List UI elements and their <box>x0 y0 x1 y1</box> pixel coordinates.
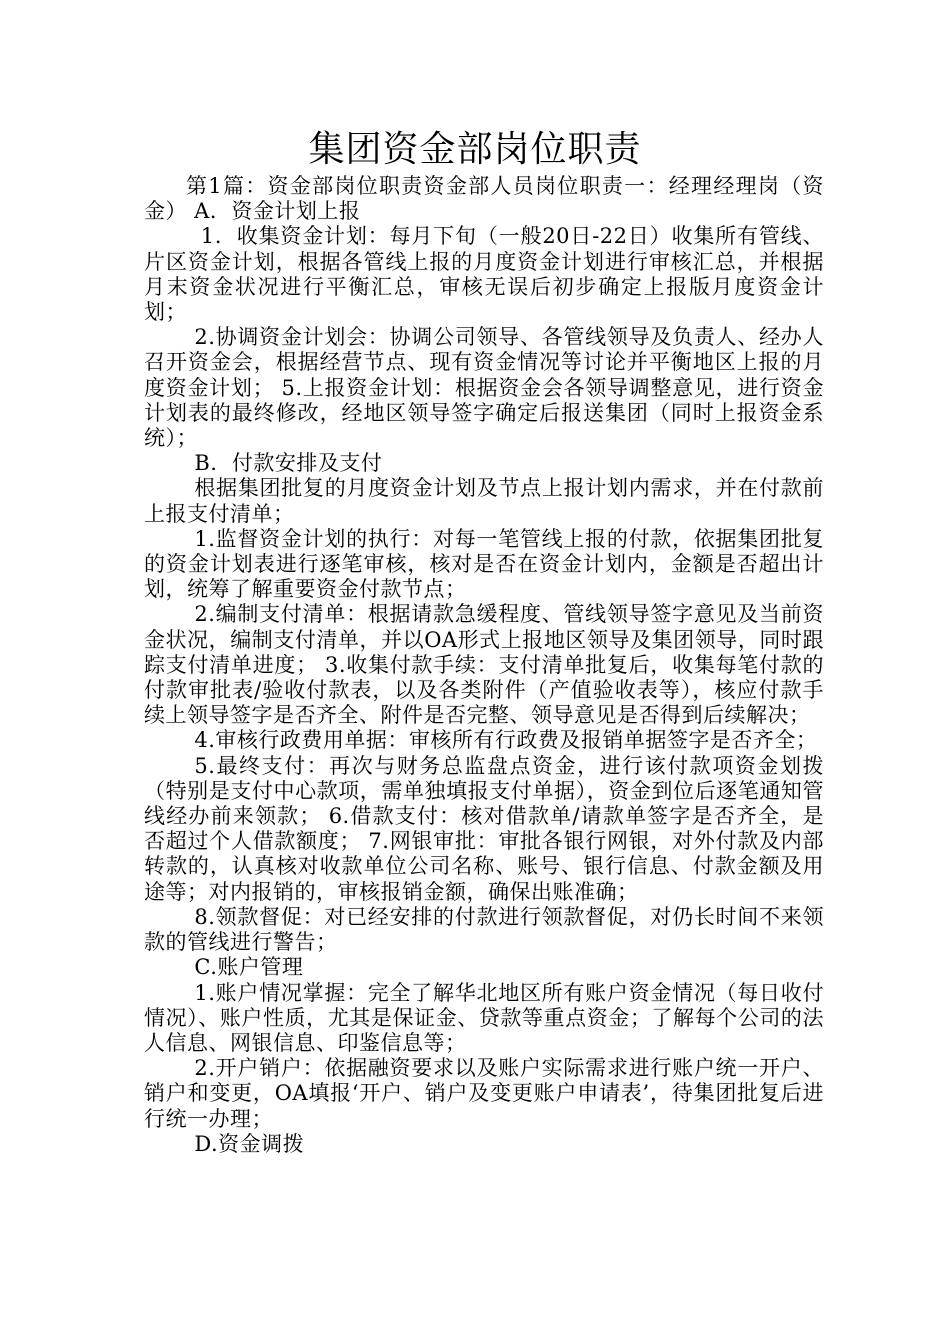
paragraph-b2: 2.编制支付清单：根据请款急缓程度、管线领导签字意见及当前资金状况，编制支付清单，并以OA形式上报地区领导及集团领导，同时跟踪支付清单进度； 3.收集付款手续：支付清单批复后，收集每笔付款的付款审批表/验收付款表，以及各类附件（产值验收表等），核应付款手续上领导签字是否齐全、附件是否完整、领导意见是否得到后续解决； <box>144 602 824 728</box>
paragraph-b5: 5.最终支付：再次与财务总监盘点资金，进行该付款项资金划拨（特别是支付中心款项，需单独填报支付单据），资金到位后逐笔通知管线经办前来领款； 6.借款支付：核对借款单/请款单签字是否齐全，是否超过个人借款额度； 7.网银审批：审批各银行网银，对外付款及内部转款的，认真核对收款单位公司名称、账号、银行信息、付款金额及用途等；对内报销的，审核报销金额，确保出账准确； <box>144 753 824 904</box>
paragraph-intro: 第1篇：资金部岗位职责资金部人员岗位职责一：经理经理岗（资金） A．资金计划上报 <box>144 174 824 224</box>
paragraph-a1: 1．收集资金计划：每月下旬（一般20日-22日）收集所有管线、片区资金计划，根据各管线上报的月度资金计划进行审核汇总，并根据月末资金状况进行平衡汇总，审核无误后初步确定上报版月度资金计划； <box>144 224 824 325</box>
document-body <box>144 174 824 1157</box>
document-title: 集团资金部岗位职责 <box>308 129 642 170</box>
paragraph-a2: 2.协调资金计划会：协调公司领导、各管线领导及负责人、经办人召开资金会，根据经营节点、现有资金情况等讨论并平衡地区上报的月度资金计划； 5.上报资金计划：根据资金会各领导调整意见，进行资金计划表的最终修改，经地区领导签字确定后报送集团（同时上报资金系统）； <box>144 325 824 451</box>
section-heading-c: C.账户管理 <box>194 955 304 980</box>
paragraph-b4: 4.审核行政费用单据：审核所有行政费及报销单据签字是否齐全； <box>194 728 818 753</box>
paragraph-b8: 8.领款督促：对已经安排的付款进行领款督促，对仍长时间不来领款的管线进行警告； <box>144 904 824 955</box>
section-heading-b: B．付款安排及支付 <box>194 451 383 476</box>
paragraph-b1: 1.监督资金计划的执行：对每一笔管线上报的付款，依据集团批复的资金计划表进行逐笔审核，核对是否在资金计划内，金额是否超出计划，统筹了解重要资金付款节点； <box>144 526 824 602</box>
paragraph-c2: 2.开户销户：依据融资要求以及账户实际需求进行账户统一开户、销户和变更，OA填报‘开户、销户及变更账户申请表’，待集团批复后进行统一办理； <box>144 1056 824 1131</box>
paragraph-b-intro: 根据集团批复的月度资金计划及节点上报计划内需求，并在付款前上报支付清单； <box>144 476 824 526</box>
section-heading-d: D.资金调拨 <box>194 1131 305 1156</box>
paragraph-c1: 1.账户情况掌握：完全了解华北地区所有账户资金情况（每日收付情况）、账户性质，尤其是保证金、贷款等重点资金；了解每个公司的法人信息、网银信息、印鉴信息等； <box>144 980 824 1055</box>
